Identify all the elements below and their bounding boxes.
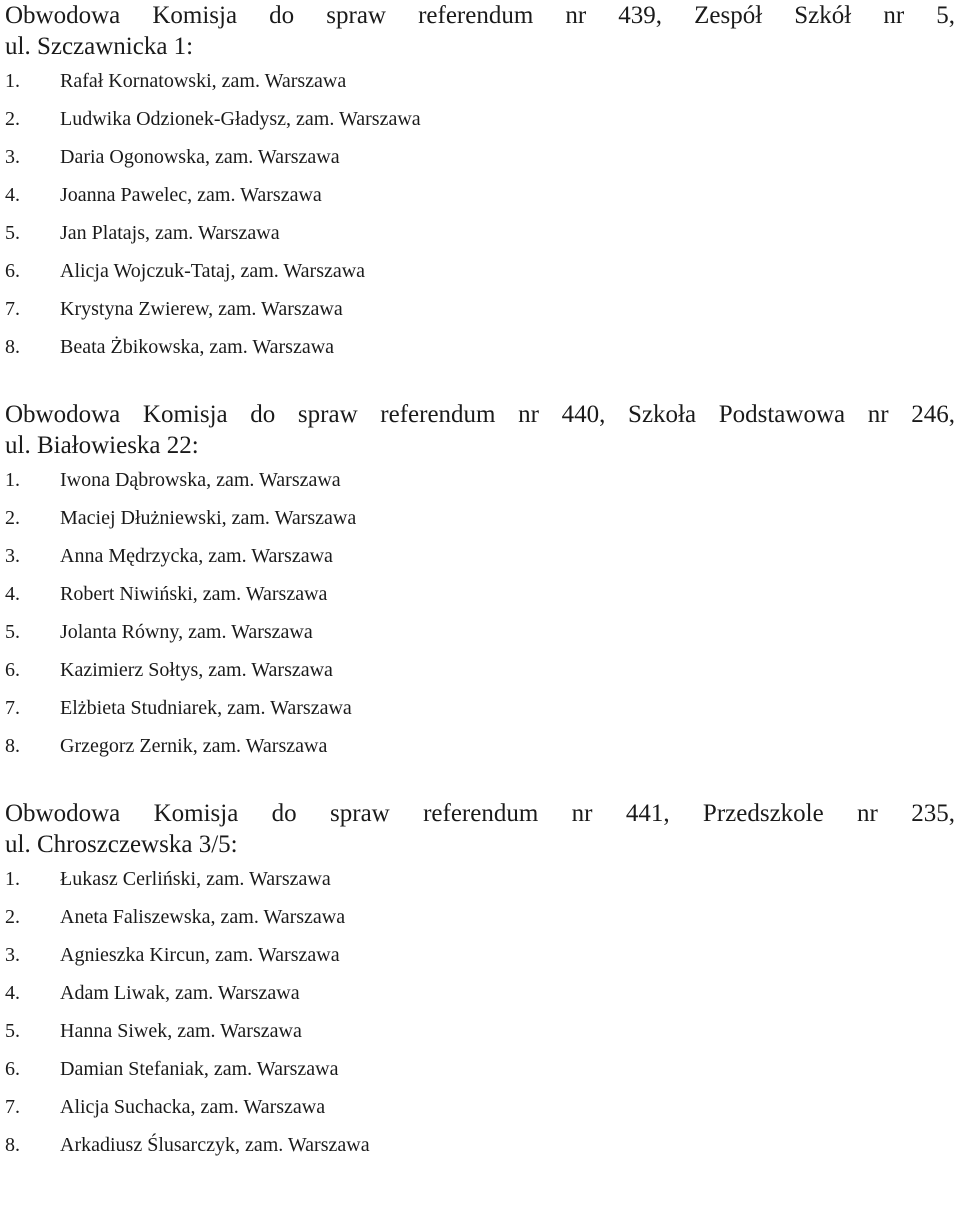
member-number: 7.	[5, 1096, 20, 1118]
member-number: 5.	[5, 222, 20, 244]
member-item	[5, 727, 955, 765]
member-name: Jan Platajs, zam. Warszawa	[60, 222, 280, 244]
commission-heading-line2: ul. Białowieska 22:	[5, 432, 199, 459]
member-name: Aneta Faliszewska, zam. Warszawa	[60, 906, 346, 928]
section-spacer	[5, 366, 955, 399]
member-item	[5, 936, 955, 974]
member-number: 3.	[5, 545, 20, 567]
member-number: 3.	[5, 944, 20, 966]
member-name: Beata Żbikowska, zam. Warszawa	[60, 336, 335, 358]
member-number: 2.	[5, 906, 20, 928]
commission-heading	[5, 399, 955, 461]
member-number: 1.	[5, 868, 20, 890]
member-name: Robert Niwiński, zam. Warszawa	[60, 583, 328, 605]
member-name: Adam Liwak, zam. Warszawa	[60, 982, 300, 1004]
member-item	[5, 689, 955, 727]
member-item	[5, 214, 955, 252]
member-name: Łukasz Cerliński, zam. Warszawa	[60, 868, 331, 890]
document-page	[5, 0, 955, 1164]
member-number: 3.	[5, 146, 20, 168]
member-item	[5, 537, 955, 575]
member-item	[5, 138, 955, 176]
member-number: 1.	[5, 469, 20, 491]
commission-section-440	[5, 399, 955, 765]
member-item	[5, 176, 955, 214]
member-number: 6.	[5, 260, 20, 282]
member-name: Alicja Suchacka, zam. Warszawa	[60, 1096, 326, 1118]
member-item	[5, 1050, 955, 1088]
member-number: 2.	[5, 108, 20, 130]
member-name: Maciej Dłużniewski, zam. Warszawa	[60, 507, 357, 529]
member-number: 1.	[5, 70, 20, 92]
member-item	[5, 328, 955, 366]
member-number: 4.	[5, 583, 20, 605]
commission-heading	[5, 0, 955, 62]
member-item	[5, 860, 955, 898]
member-number: 8.	[5, 1134, 20, 1156]
member-list	[5, 461, 955, 765]
member-number: 8.	[5, 336, 20, 358]
member-item	[5, 1012, 955, 1050]
member-name: Joanna Pawelec, zam. Warszawa	[60, 184, 322, 206]
member-number: 5.	[5, 621, 20, 643]
member-item	[5, 613, 955, 651]
member-name: Daria Ogonowska, zam. Warszawa	[60, 146, 340, 168]
member-number: 4.	[5, 184, 20, 206]
member-number: 4.	[5, 982, 20, 1004]
member-list	[5, 62, 955, 366]
member-name: Krystyna Zwierew, zam. Warszawa	[60, 298, 343, 320]
member-number: 7.	[5, 697, 20, 719]
commission-heading-line1: Obwodowa Komisja do spraw referendum nr 440, Szkoła Podstawowa nr 246,	[5, 401, 955, 428]
section-spacer	[5, 765, 955, 798]
member-item	[5, 290, 955, 328]
member-item	[5, 974, 955, 1012]
member-name: Kazimierz Sołtys, zam. Warszawa	[60, 659, 333, 681]
member-number: 6.	[5, 1058, 20, 1080]
member-name: Elżbieta Studniarek, zam. Warszawa	[60, 697, 352, 719]
member-name: Alicja Wojczuk-Tataj, zam. Warszawa	[60, 260, 366, 282]
member-name: Anna Mędrzycka, zam. Warszawa	[60, 545, 333, 567]
member-item	[5, 62, 955, 100]
member-item	[5, 100, 955, 138]
commission-heading-line2: ul. Szczawnicka 1:	[5, 33, 194, 60]
member-item	[5, 1088, 955, 1126]
member-item	[5, 499, 955, 537]
commission-heading-line2: ul. Chroszczewska 3/5:	[5, 831, 238, 858]
commission-heading-line1: Obwodowa Komisja do spraw referendum nr 441, Przedszkole nr 235,	[5, 800, 955, 827]
member-name: Agnieszka Kircun, zam. Warszawa	[60, 944, 340, 966]
member-name: Grzegorz Zernik, zam. Warszawa	[60, 735, 328, 757]
member-item	[5, 651, 955, 689]
commission-heading-line1: Obwodowa Komisja do spraw referendum nr 439, Zespół Szkół nr 5,	[5, 2, 955, 29]
member-number: 5.	[5, 1020, 20, 1042]
member-number: 7.	[5, 298, 20, 320]
member-name: Hanna Siwek, zam. Warszawa	[60, 1020, 302, 1042]
commission-heading	[5, 798, 955, 860]
member-name: Iwona Dąbrowska, zam. Warszawa	[60, 469, 341, 491]
member-number: 8.	[5, 735, 20, 757]
member-number: 2.	[5, 507, 20, 529]
member-item	[5, 1126, 955, 1164]
commission-section-439	[5, 0, 955, 366]
member-name: Jolanta Równy, zam. Warszawa	[60, 621, 313, 643]
member-item	[5, 461, 955, 499]
member-name: Arkadiusz Ślusarczyk, zam. Warszawa	[60, 1134, 370, 1156]
member-item	[5, 252, 955, 290]
member-name: Ludwika Odzionek-Gładysz, zam. Warszawa	[60, 108, 421, 130]
commission-section-441	[5, 798, 955, 1164]
member-item	[5, 575, 955, 613]
member-item	[5, 898, 955, 936]
member-name: Damian Stefaniak, zam. Warszawa	[60, 1058, 339, 1080]
member-name: Rafał Kornatowski, zam. Warszawa	[60, 70, 347, 92]
member-list	[5, 860, 955, 1164]
member-number: 6.	[5, 659, 20, 681]
